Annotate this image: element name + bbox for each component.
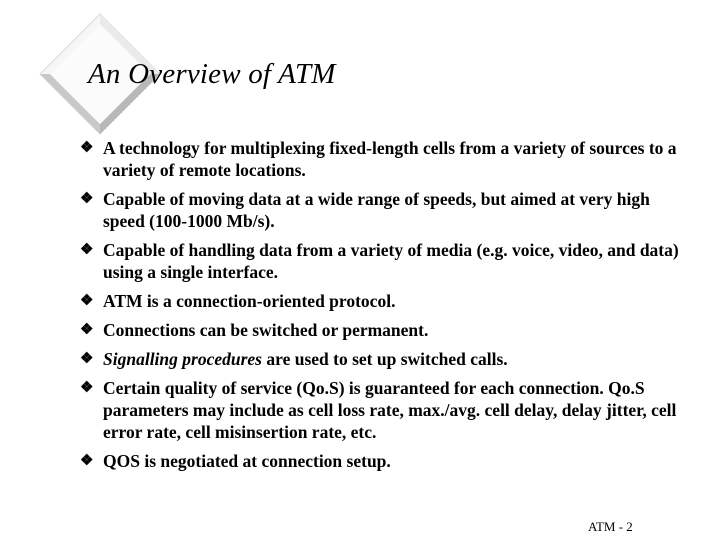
- bullet-text: QOS is negotiated at connection setup.: [103, 451, 391, 471]
- list-item: [80, 319, 680, 341]
- diamond-bullet-icon: ❖: [80, 242, 94, 258]
- diamond-bullet-icon: ❖: [80, 293, 94, 309]
- slide-number: ATM - 2: [588, 519, 633, 534]
- bullet-text: Certain quality of service (Qo.S) is guaranteed for each connection. Qo.S parameters may include as cell loss rate, max./avg. cell delay, delay jitter, cell error rate, cell misinsertion rate, etc.: [103, 378, 677, 442]
- diamond-bullet-icon: ❖: [80, 380, 94, 396]
- diamond-bullet-icon: ❖: [80, 351, 94, 367]
- diamond-bullet-icon: ❖: [80, 191, 94, 207]
- list-item: [80, 137, 680, 181]
- list-item: [80, 450, 680, 472]
- list-item: [80, 188, 680, 232]
- diamond-bullet-icon: ❖: [80, 140, 94, 156]
- page-title: An Overview of ATM: [88, 58, 336, 90]
- diamond-bullet-icon: ❖: [80, 453, 94, 469]
- bullet-list: [80, 137, 680, 479]
- emphasis-text: Signalling procedures: [103, 349, 262, 369]
- bullet-text: Capable of moving data at a wide range of speeds, but aimed at very high speed (100-1000 Mb/s).: [103, 189, 650, 231]
- bullet-text: Connections can be switched or permanent.: [103, 320, 429, 340]
- bullet-text: Capable of handling data from a variety of media (e.g. voice, video, and data) using a single interface.: [103, 240, 679, 282]
- list-item: [80, 348, 680, 370]
- diamond-bullet-icon: ❖: [80, 322, 94, 338]
- list-item: [80, 290, 680, 312]
- bullet-text: [103, 349, 508, 369]
- list-item: [80, 239, 680, 283]
- bullet-text: A technology for multiplexing fixed-length cells from a variety of sources to a variety of remote locations.: [103, 138, 677, 180]
- list-item: [80, 377, 680, 443]
- bullet-text: ATM is a connection-oriented protocol.: [103, 291, 396, 311]
- bullet-text-rest: are used to set up switched calls.: [262, 349, 508, 369]
